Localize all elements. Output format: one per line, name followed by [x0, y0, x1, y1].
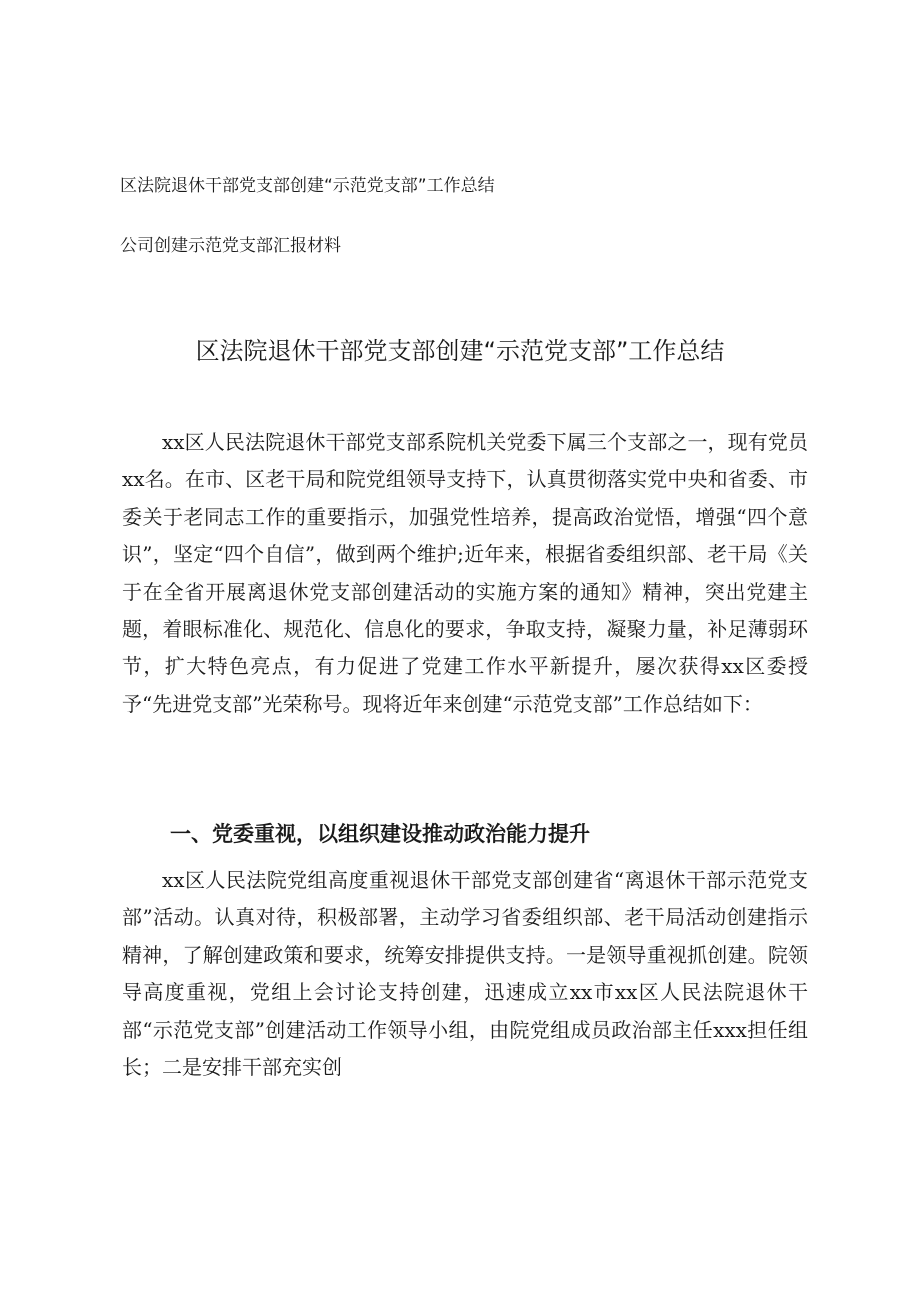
toc-item[interactable]: 区法院退休干部党支部创建“示范党支部”工作总结	[120, 176, 495, 196]
table-of-contents	[120, 172, 495, 292]
toc-item[interactable]: 公司创建示范党支部汇报材料	[120, 236, 341, 256]
document-title: 区法院退休干部党支部创建“示范党支部”工作总结	[195, 337, 725, 365]
body-paragraph: xx区人民法院党组高度重视退休干部党支部创建省“离退休干部示范党支部”活动。认真对待，积极部署，主动学习省委组织部、老干局活动创建指示精神，了解创建政策和要求，统筹安排提供支持。一是领导重视抓创建。院领导高度重视，党组上会讨论支持创建，迅速成立xx市xx区人民法院退休干部“示范党支部”创建活动工作领导小组，由院党组成员政治部主任xxx担任组长；二是安排干部充实创	[122, 868, 808, 1080]
body-paragraph: xx区人民法院退休干部党支部系院机关党委下属三个支部之一，现有党员xx名。在市、区老干局和院党组领导支持下，认真贯彻落实党中央和省委、市委关于老同志工作的重要指示，加强党性培养，提高政治觉悟，增强“四个意识”，坚定“四个自信”，做到两个维护;近年来，根据省委组织部、老干局《关于在全省开展离退休党支部创建活动的实施方案的通知》精神，突出党建主题，着眼标准化、规范化、信息化的要求，争取支持，凝聚力量，补足薄弱环节，扩大特色亮点，有力促进了党建工作水平新提升，屡次获得xx区委授予“先进党支部”光荣称号。现将近年来创建“示范党支部”工作总结如下：	[122, 430, 808, 716]
section-heading: 一、党委重视，以组织建设推动政治能力提升	[170, 822, 590, 846]
